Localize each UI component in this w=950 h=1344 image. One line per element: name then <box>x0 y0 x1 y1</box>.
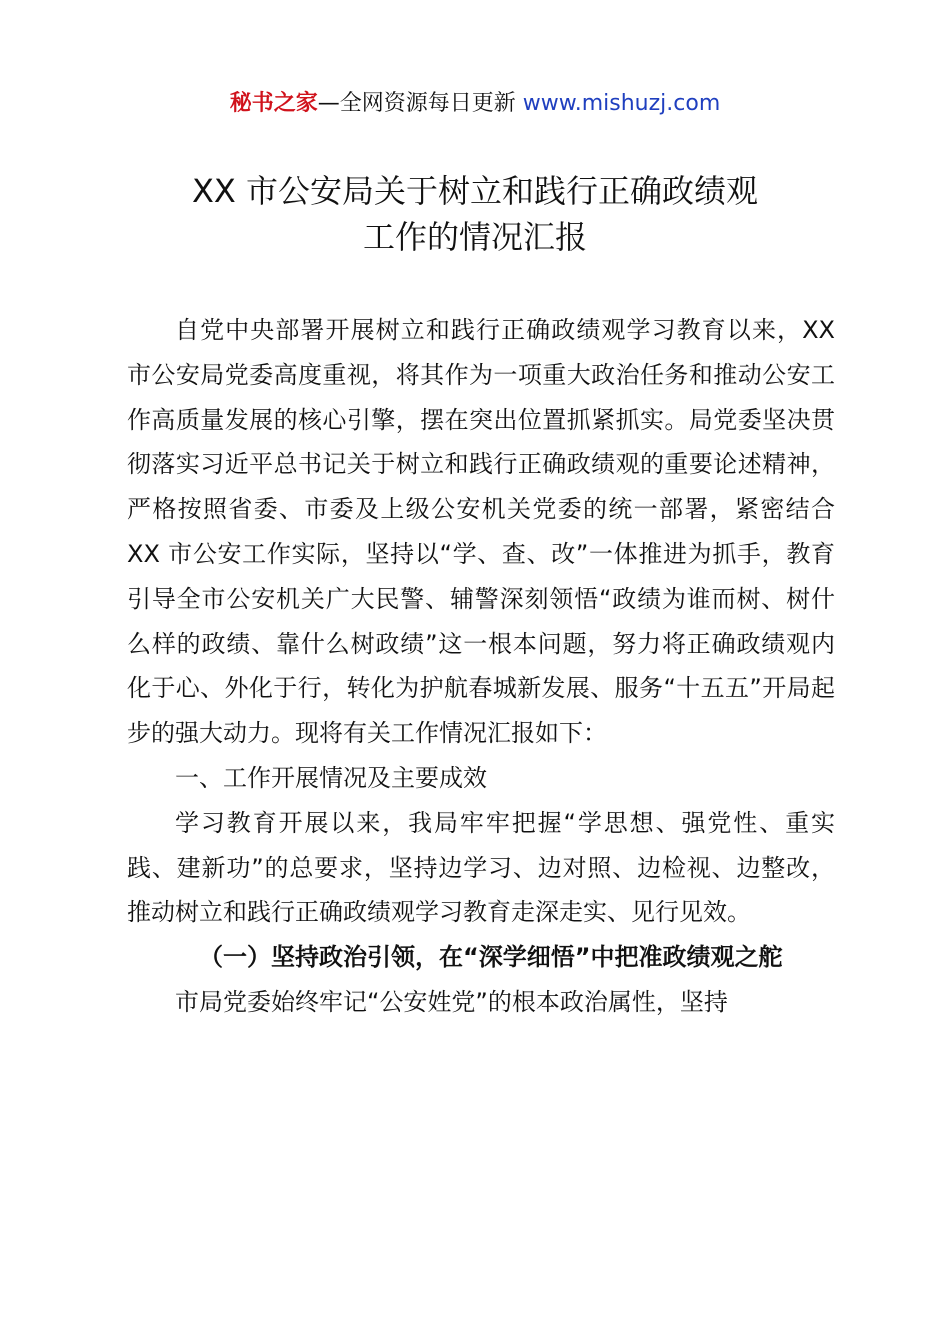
section-paragraph: 学习教育开展以来，我局牢牢把握“学思想、强党性、重实践、建新功”的总要求，坚持边学习、边对照、边检视、边整改，推动树立和践行正确政绩观学习教育走深走实、见行见效。 <box>127 808 835 927</box>
site-url-link[interactable]: www.mishuzj.com <box>522 91 721 116</box>
site-header <box>0 88 950 120</box>
title-line-1: XX 市公安局关于树立和践行正确政绩观 <box>191 172 759 210</box>
site-brand: 秘书之家 <box>229 91 318 116</box>
subsection-paragraph: 市局党委始终牢记“公安姓党”的根本政治属性，坚持 <box>175 987 728 1016</box>
document-title <box>0 168 950 260</box>
document-body <box>127 308 835 1025</box>
title-line-2: 工作的情况汇报 <box>362 218 587 256</box>
intro-paragraph: 自党中央部署开展树立和践行正确政绩观学习教育以来，XX 市公安局党委高度重视，将其作为一项重大政治任务和推动公安工作高质量发展的核心引擎，摆在突出位置抓紧抓实。局党委坚决贯彻落实习近平总书记关于树立和践行正确政绩观的重要论述精神，严格按照省委、市委及上级公安机关党委的统一部署，紧密结合 XX 市公安工作实际，坚持以“学、查、改”一体推进为抓手，教育引导全市公安机关广大民警、辅警深刻领悟“政绩为谁而树、树什么样的政绩、靠什么树政绩”这一根本问题，努力将正确政绩观内化于心、外化于行，转化为护航春城新发展、服务“十五五”开局起步的强大动力。现将有关工作情况汇报如下： <box>127 316 835 748</box>
subsection-heading-1: （一）坚持政治引领，在“深学细悟”中把准政绩观之舵 <box>199 943 783 972</box>
site-slogan: —全网资源每日更新 <box>317 91 523 116</box>
section-heading-1: 一、工作开展情况及主要成效 <box>175 763 487 792</box>
